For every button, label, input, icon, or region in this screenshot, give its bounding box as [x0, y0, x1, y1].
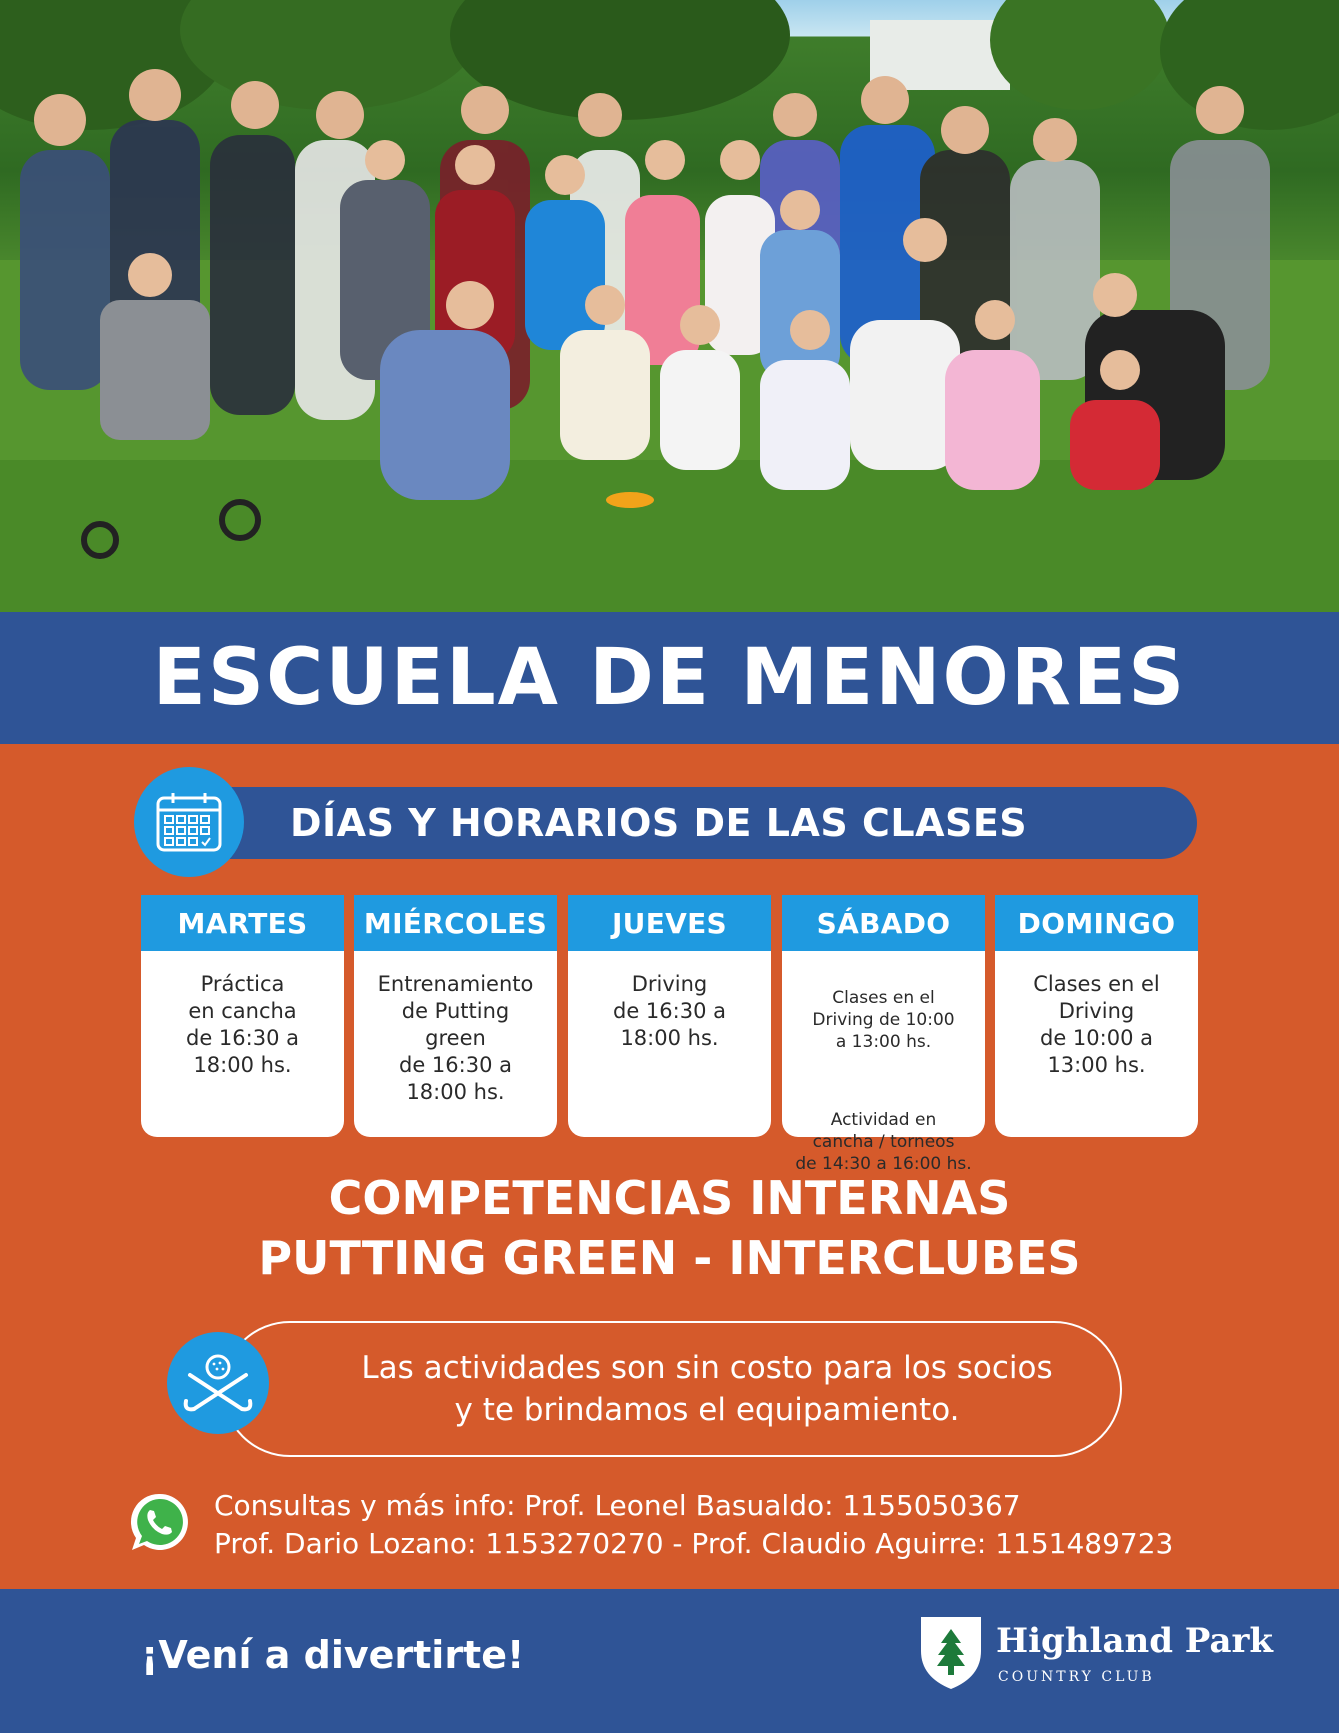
info-pill: [222, 1321, 1122, 1457]
calendar-icon: [134, 767, 244, 877]
schedule-header: DÍAS Y HORARIOS DE LAS CLASES: [290, 801, 1028, 845]
golf-clubs-icon: [167, 1332, 269, 1434]
contact-line-1: Consultas y más info: Prof. Leonel Basualdo: 1155050367: [214, 1489, 1021, 1522]
day-name: DOMINGO: [995, 895, 1198, 951]
day-card-jueves: [568, 895, 771, 1137]
day-cards: [141, 895, 1198, 1174]
contact-info: [214, 1487, 1173, 1563]
day-schedule: Clases en el Driving de 10:00 a 13:00 hs.: [1033, 972, 1160, 1077]
group-photo-illustration: [0, 0, 1339, 612]
logo-name: Highland Park: [996, 1621, 1273, 1661]
day-schedule: Práctica en cancha de 16:30 a 18:00 hs.: [186, 972, 299, 1077]
title-band: [0, 612, 1339, 744]
call-to-action: ¡Vení a divertirte!: [141, 1633, 525, 1677]
day-card-miercoles: [354, 895, 557, 1137]
day-card-martes: [141, 895, 344, 1137]
day-card-sabado: [782, 895, 985, 1174]
club-logo: [918, 1613, 1273, 1703]
whatsapp-icon: [126, 1490, 192, 1556]
group-photo: [0, 0, 1339, 612]
competencias-line-2: PUTTING GREEN - INTERCLUBES: [258, 1231, 1081, 1285]
day-schedule: Driving de 16:30 a 18:00 hs.: [613, 972, 726, 1050]
day-schedule-block: [782, 951, 985, 1197]
tree-shield-logo-icon: [918, 1613, 984, 1691]
footer-band: [0, 1589, 1339, 1733]
competencias-block: [0, 1168, 1339, 1288]
day-name: MARTES: [141, 895, 344, 951]
day-name: MIÉRCOLES: [354, 895, 557, 951]
day-name: SÁBADO: [782, 895, 985, 951]
info-line-2: y te brindamos el equipamiento.: [454, 1392, 960, 1428]
day-schedule: Entrenamiento de Putting green de 16:30 a 18:00 hs.: [377, 972, 534, 1104]
page-title: ESCUELA DE MENORES: [152, 633, 1187, 723]
logo-subtitle: COUNTRY CLUB: [998, 1669, 1155, 1685]
day-card-domingo: [995, 895, 1198, 1137]
competencias-line-1: COMPETENCIAS INTERNAS: [328, 1171, 1011, 1225]
info-line-1: Las actividades son sin costo para los socios: [361, 1350, 1053, 1386]
day-name: JUEVES: [568, 895, 771, 951]
contact-line-2: Prof. Dario Lozano: 1153270270 - Prof. Claudio Aguirre: 1151489723: [214, 1527, 1174, 1560]
schedule-header-pill: [194, 787, 1197, 859]
day-schedule-secondary: Actividad en cancha / torneos de 14:30 a 16:00 hs.: [795, 1110, 972, 1174]
day-schedule: Clases en el Driving de 10:00 a 13:00 hs.: [812, 988, 955, 1052]
